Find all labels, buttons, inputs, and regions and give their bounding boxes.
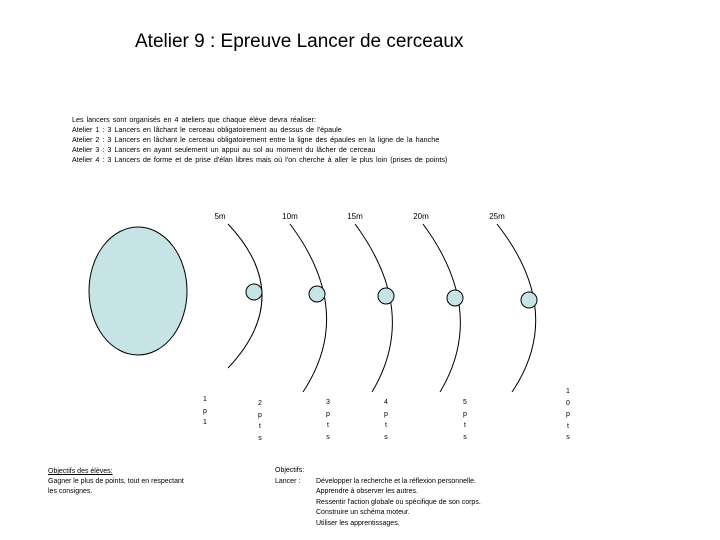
objective-item: Développer la recherche et la réflexion personnelle. <box>316 477 476 485</box>
points-char: 5 <box>463 399 467 406</box>
teaching-objectives <box>275 466 535 529</box>
distance-arc-15m <box>355 224 392 392</box>
points-label-4 <box>381 397 391 443</box>
instructions-line: Atelier 4 : 3 Lancers de forme et de prise d'élan libres mais où l'on cherche à aller le plus loin (prises de points) <box>72 155 448 164</box>
objective-item: Utiliser les apprentissages. <box>316 519 400 527</box>
points-char: t <box>567 422 569 430</box>
points-label-3 <box>323 397 333 443</box>
teaching-objectives-list <box>316 477 481 530</box>
points-char: s <box>384 433 388 441</box>
points-char: p <box>326 410 330 418</box>
points-label-5 <box>460 397 470 443</box>
distance-label-10m: 10m <box>282 212 298 221</box>
points-char: p <box>203 407 207 415</box>
target-circle <box>378 288 394 304</box>
throw-zone <box>89 227 187 355</box>
points-char: 4 <box>384 399 388 406</box>
target-circle <box>447 290 463 306</box>
objective-item: Construire un schéma moteur. <box>316 509 410 516</box>
points-char: 2 <box>258 400 262 407</box>
points-char: s <box>463 433 467 441</box>
distance-label-20m: 20m <box>413 212 429 221</box>
points-char: t <box>259 423 261 430</box>
instructions-line: Atelier 2 : 3 Lancers en lâchant le cerceau obligatoirement entre la ligne des épaules en la ligne de la hanche <box>72 135 440 144</box>
points-char: t <box>464 422 466 429</box>
points-char: p <box>463 410 467 418</box>
points-char: p <box>566 411 570 418</box>
points-char: s <box>566 434 570 441</box>
teaching-objectives-heading: Objectifs: <box>275 467 305 474</box>
points-char: 3 <box>326 399 330 406</box>
points-char: 1 <box>203 396 207 403</box>
teaching-objectives-label: Lancer : <box>275 477 301 485</box>
points-char: 1 <box>203 419 207 426</box>
points-label-2 <box>255 398 265 444</box>
points-char: t <box>327 422 329 429</box>
distance-arc-20m <box>423 224 460 392</box>
points-char: 1 <box>566 388 570 395</box>
instructions-line: Atelier 1 : 3 Lancers en lâchant le cerceau obligatoirement au dessus de l'épaule <box>72 125 342 134</box>
points-char: 0 <box>566 399 570 407</box>
distance-arc-10m <box>290 224 327 392</box>
student-objectives-text: Gagner le plus de points, tout en respectant les consignes. <box>48 478 184 495</box>
distance-label-5m: 5m <box>214 212 226 221</box>
points-char: s <box>326 433 330 441</box>
points-char: p <box>384 410 388 418</box>
page-title: Atelier 9 : Epreuve Lancer de cerceaux <box>135 31 464 52</box>
distance-label-15m: 15m <box>347 212 363 221</box>
points-char: t <box>385 422 387 429</box>
instructions-line: Atelier 3 : 3 Lancers en ayant seulement un appui au sol au moment du lâcher de cerceau <box>72 145 376 154</box>
distance-label-25m: 25m <box>489 212 505 221</box>
points-char: p <box>258 411 262 419</box>
points-label-10 <box>563 386 573 444</box>
instructions-line: Les lancers sont organisés en 4 ateliers que chaque élève devra réaliser: <box>72 115 316 124</box>
student-objectives <box>48 467 188 497</box>
target-circle <box>521 292 537 308</box>
points-label-1 <box>200 394 210 429</box>
target-circle <box>309 286 325 302</box>
student-objectives-heading: Objectifs des élèves: <box>48 468 113 475</box>
points-char: s <box>258 434 262 442</box>
objective-item: Apprendre à observer les autres. <box>316 488 418 495</box>
objective-item: Ressentir l'action globale ou spécifique de son corps. <box>316 498 481 506</box>
target-circle <box>246 284 262 300</box>
